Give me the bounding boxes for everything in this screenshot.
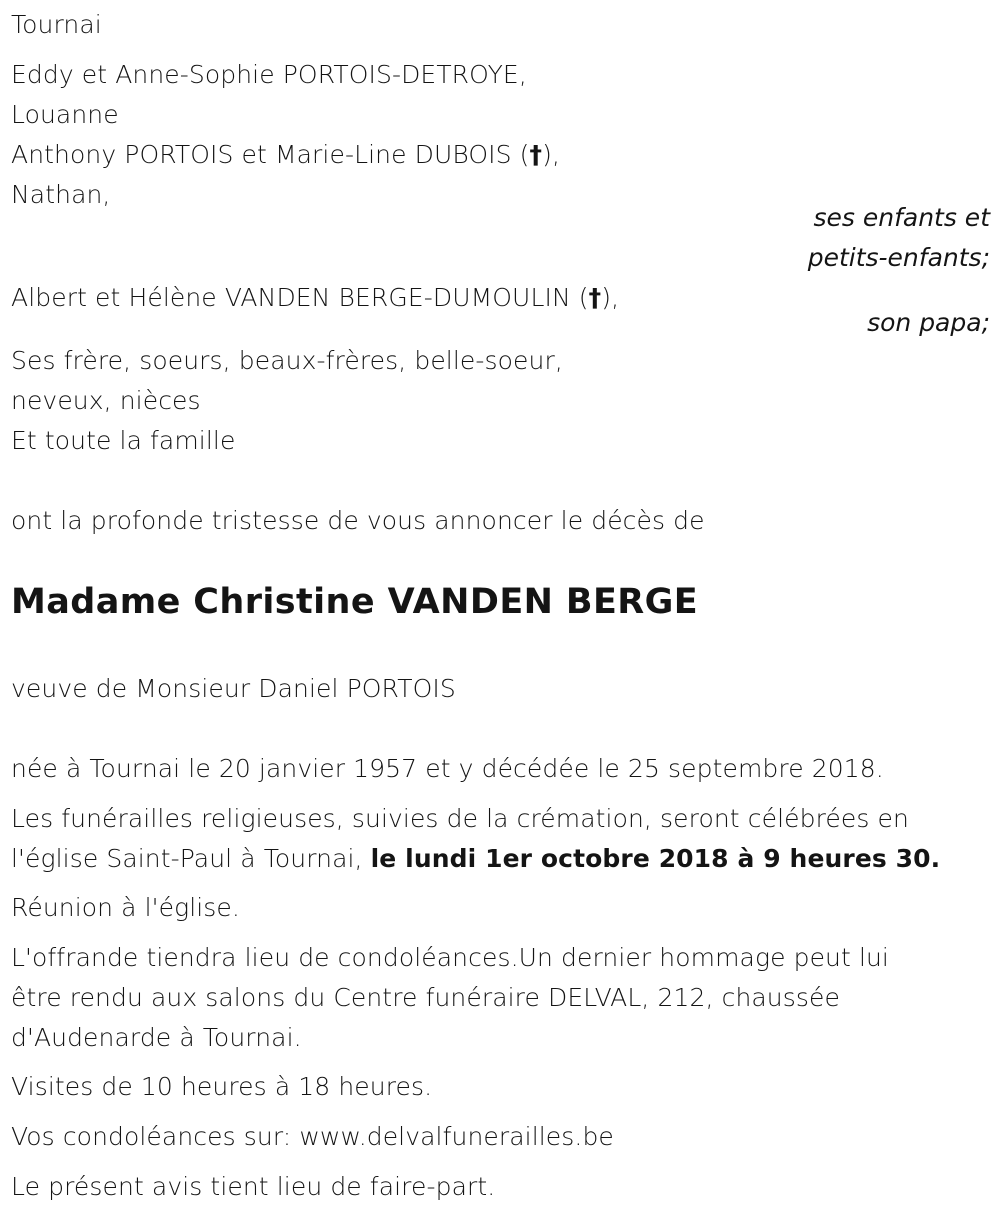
family-line-3-text: Anthony PORTOIS et Marie-Line DUBOIS ( (11, 140, 530, 169)
funeral-place: l'église Saint-Paul à Tournai, (11, 844, 371, 873)
relation-father: son papa; (867, 308, 990, 337)
deceased-name: Madame Christine VANDEN BERGE (11, 582, 699, 622)
reunion: Réunion à l'église. (11, 893, 240, 922)
condolences: Vos condoléances sur: www.delvalfunerailles.be (11, 1122, 614, 1151)
cross-icon: † (529, 140, 543, 169)
cross-icon: † (588, 283, 602, 312)
family-line-1: Eddy et Anne-Sophie PORTOIS-DETROYE, (11, 60, 527, 89)
funeral-line-1: Les funérailles religieuses, suivies de la crémation, seront célébrées en (11, 804, 909, 833)
father-end: ), (601, 283, 620, 312)
family-line-3 (11, 140, 560, 170)
siblings-line-1: Ses frère, soeurs, beaux-frères, belle-soeur, (11, 346, 563, 375)
offering-line-1: L'offrande tiendra lieu de condoléances.Un dernier hommage peut lui (11, 943, 889, 972)
siblings-line-2: neveux, nièces (11, 386, 201, 415)
visits: Visites de 10 heures à 18 heures. (11, 1072, 433, 1101)
family-line-2: Louanne (11, 100, 119, 129)
relation-children-2: petits-enfants; (807, 243, 990, 272)
offering-line-2: être rendu aux salons du Centre funéraire DELVAL, 212, chaussée (11, 983, 840, 1012)
announcement: ont la profonde tristesse de vous annoncer le décès de (11, 506, 705, 535)
father-line (11, 283, 619, 313)
father-text: Albert et Hélène VANDEN BERGE-DUMOULIN ( (11, 283, 589, 312)
location: Tournai (11, 10, 102, 39)
family-line-4: Nathan, (11, 180, 111, 209)
funeral-date: le lundi 1er octobre 2018 à 9 heures 30. (370, 844, 941, 873)
family-line-3-end: ), (542, 140, 561, 169)
birth-death: née à Tournai le 20 janvier 1957 et y décédée le 25 septembre 2018. (11, 754, 884, 783)
offering-line-3: d'Audenarde à Tournai. (11, 1023, 302, 1052)
relation-children-1: ses enfants et (813, 203, 990, 232)
notice: Le présent avis tient lieu de faire-part. (11, 1172, 496, 1201)
funeral-line-2 (11, 844, 940, 874)
siblings-line-3: Et toute la famille (11, 426, 236, 455)
widow-of: veuve de Monsieur Daniel PORTOIS (11, 674, 456, 703)
